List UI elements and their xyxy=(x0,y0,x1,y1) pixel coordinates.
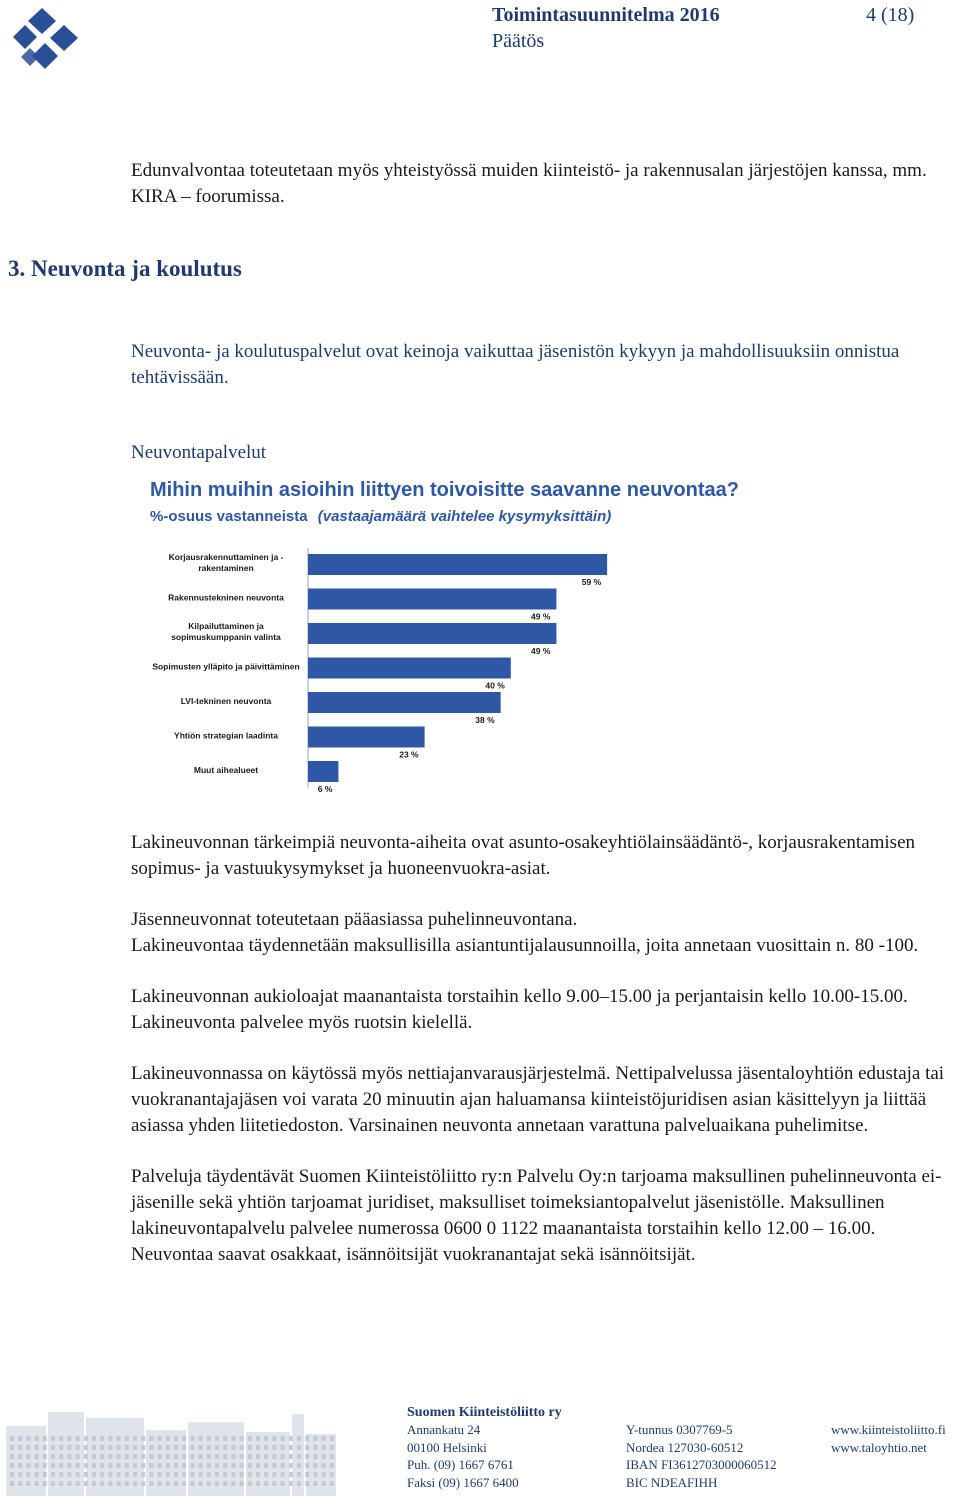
building-window xyxy=(174,1472,178,1477)
building-window xyxy=(240,1454,244,1459)
building-window xyxy=(231,1445,235,1450)
building-window xyxy=(149,1472,153,1477)
building-window xyxy=(305,1481,309,1486)
building-window xyxy=(330,1454,334,1459)
chart-category-label: Sopimusten ylläpito ja päivittäminen xyxy=(152,661,300,672)
chart-value-label: 49 % xyxy=(531,611,551,622)
building-window xyxy=(190,1454,194,1459)
building-window xyxy=(215,1445,219,1450)
building-window xyxy=(289,1472,293,1477)
building-window xyxy=(141,1481,145,1486)
building-window xyxy=(141,1436,145,1441)
building-window xyxy=(281,1454,285,1459)
building-window xyxy=(18,1472,22,1477)
paragraph-topics: Lakineuvonnan tärkeimpiä neuvonta-aiheita ovat asunto-osakeyhtiölainsäädäntö-, korjausrakentamisen sopimus- ja vastuukysymykset ja huoneenvuokra-asiat. xyxy=(131,832,916,879)
building-window xyxy=(215,1454,219,1459)
building-window xyxy=(141,1454,145,1459)
building-window xyxy=(166,1436,170,1441)
building-window xyxy=(281,1472,285,1477)
building-window xyxy=(223,1463,227,1468)
building-window xyxy=(289,1436,293,1441)
building-window xyxy=(92,1454,96,1459)
chart-category-label: Korjausrakennuttaminen ja -rakentaminen xyxy=(168,552,284,573)
building-window xyxy=(199,1445,203,1450)
company-logo xyxy=(8,6,86,78)
building-window xyxy=(10,1463,14,1468)
building-window xyxy=(289,1481,293,1486)
building-window xyxy=(190,1436,194,1441)
footer-fax: Faksi (09) 1667 6400 xyxy=(407,1474,519,1490)
building-window xyxy=(182,1436,186,1441)
chart-bar xyxy=(308,554,607,575)
building-window xyxy=(313,1436,317,1441)
building-window xyxy=(182,1463,186,1468)
building-window xyxy=(264,1481,268,1486)
building-window xyxy=(322,1436,326,1441)
building-window xyxy=(166,1463,170,1468)
document-status: Päätös xyxy=(492,30,545,52)
building-window xyxy=(231,1436,235,1441)
chart-category-label: Muut aihealueet xyxy=(193,765,259,775)
building-window xyxy=(117,1463,121,1468)
building-window xyxy=(26,1454,30,1459)
building-window xyxy=(305,1454,309,1459)
subheading-neuvontapalvelut: Neuvontapalvelut xyxy=(131,442,267,463)
building-window xyxy=(281,1445,285,1450)
footer-postal: 00100 Helsinki xyxy=(407,1439,487,1455)
building-window xyxy=(199,1463,203,1468)
building-window xyxy=(223,1436,227,1441)
building-window xyxy=(322,1454,326,1459)
building-window xyxy=(149,1454,153,1459)
building-window xyxy=(240,1436,244,1441)
building-window xyxy=(174,1454,178,1459)
building-window xyxy=(297,1436,301,1441)
building-window xyxy=(100,1445,104,1450)
building-window xyxy=(35,1445,39,1450)
building-window xyxy=(67,1463,71,1468)
building-window xyxy=(248,1436,252,1441)
building-window xyxy=(43,1436,47,1441)
building-window xyxy=(117,1481,121,1486)
building-window xyxy=(67,1454,71,1459)
building-window xyxy=(231,1454,235,1459)
chart-category-label: Kilpailuttaminen ja sopimuskumppanin valinta xyxy=(171,621,281,642)
top-paragraph: Edunvalvontaa toteutetaan myös yhteistyössä muiden kiinteistö- ja rakennusalan järjestöjen kanssa, mm. KIRA – foorumissa. xyxy=(131,160,927,207)
building-window xyxy=(10,1445,14,1450)
body-paragraphs xyxy=(131,830,946,1268)
building-window xyxy=(51,1454,55,1459)
building-window xyxy=(43,1454,47,1459)
building-window xyxy=(297,1445,301,1450)
building-window xyxy=(92,1436,96,1441)
building-window xyxy=(248,1454,252,1459)
building-window xyxy=(330,1463,334,1468)
building-window xyxy=(108,1472,112,1477)
chart-value-label: 23 % xyxy=(399,749,419,760)
building-window xyxy=(133,1481,137,1486)
building-window xyxy=(59,1472,63,1477)
building-window xyxy=(297,1472,301,1477)
building-window xyxy=(264,1436,268,1441)
footer-street: Annankatu 24 xyxy=(407,1422,481,1437)
building-window xyxy=(117,1454,121,1459)
chart-plot-area xyxy=(152,548,607,794)
building-window xyxy=(272,1445,276,1450)
building-window xyxy=(272,1481,276,1486)
section-heading: 3. Neuvonta ja koulutus xyxy=(8,256,242,281)
chart-value-label: 49 % xyxy=(531,646,551,656)
footer-bic: BIC NDEAFIHH xyxy=(626,1474,718,1490)
paragraph-phone-advice: Jäsenneuvonnat toteutetaan pääasiassa puhelinneuvontana. xyxy=(131,909,578,930)
building-window xyxy=(215,1472,219,1477)
building-window xyxy=(240,1481,244,1486)
building-window xyxy=(256,1436,260,1441)
building-window xyxy=(92,1472,96,1477)
building-window xyxy=(18,1481,22,1486)
advice-topics-bar-chart xyxy=(140,474,780,796)
paragraph-statements: Lakineuvontaa täydennetään maksullisilla asiantuntijalausunnoilla, joita annetaan vuosittain n. 80 -100. xyxy=(131,935,919,956)
building-window xyxy=(125,1454,129,1459)
building-window xyxy=(158,1472,162,1477)
building-window xyxy=(149,1481,153,1486)
building-window xyxy=(84,1436,88,1441)
building-window xyxy=(289,1463,293,1468)
building-window xyxy=(59,1454,63,1459)
section-intro: Neuvonta- ja koulutuspalvelut ovat keinoja vaikuttaa jäsenistön kykyyn ja mahdollisuuksiin onnistua tehtävissään. xyxy=(131,341,900,388)
building-window xyxy=(248,1481,252,1486)
building-window xyxy=(240,1472,244,1477)
building-window xyxy=(117,1436,121,1441)
chart-subtitle-note: (vastaajamäärä vaihtelee kysymyksittäin) xyxy=(317,508,612,525)
building-window xyxy=(330,1436,334,1441)
building-window xyxy=(59,1445,63,1450)
building-window xyxy=(59,1463,63,1468)
building-window xyxy=(10,1454,14,1459)
chart-category-label: Yhtiön strategian laadinta xyxy=(174,730,278,741)
building-window xyxy=(182,1454,186,1459)
footer-iban: IBAN FI3612703000060512 xyxy=(626,1457,777,1472)
building-window xyxy=(100,1472,104,1477)
building-window xyxy=(18,1436,22,1441)
building-window xyxy=(43,1472,47,1477)
building-window xyxy=(10,1481,14,1486)
building-window xyxy=(149,1463,153,1468)
building-window xyxy=(125,1445,129,1450)
building-window xyxy=(133,1436,137,1441)
building-window xyxy=(125,1472,129,1477)
building-window xyxy=(264,1463,268,1468)
building-window xyxy=(84,1472,88,1477)
building-window xyxy=(322,1481,326,1486)
chart-value-label: 38 % xyxy=(475,715,495,725)
building-window xyxy=(51,1436,55,1441)
building-window xyxy=(231,1472,235,1477)
building-window xyxy=(51,1463,55,1468)
footer-building-image xyxy=(6,1404,336,1496)
building-window xyxy=(313,1481,317,1486)
footer-organization: Suomen Kiinteistöliitto ry xyxy=(407,1405,562,1420)
building-window xyxy=(59,1481,63,1486)
building-window xyxy=(59,1436,63,1441)
building-window xyxy=(215,1481,219,1486)
building-window xyxy=(10,1436,14,1441)
building-window xyxy=(289,1445,293,1450)
building-window xyxy=(199,1472,203,1477)
building-window xyxy=(76,1472,80,1477)
building-window xyxy=(207,1454,211,1459)
building-window xyxy=(330,1445,334,1450)
building-window xyxy=(100,1463,104,1468)
building-window xyxy=(182,1481,186,1486)
building-window xyxy=(125,1463,129,1468)
building-window xyxy=(240,1463,244,1468)
building-window xyxy=(51,1472,55,1477)
building-window xyxy=(166,1481,170,1486)
footer-bank-account: Nordea 127030-60512 xyxy=(626,1439,744,1455)
chart-category-label: LVI-tekninen neuvonta xyxy=(180,696,272,706)
building-window xyxy=(305,1445,309,1450)
footer-website-link[interactable]: www.kiinteistoliitto.fi xyxy=(831,1422,946,1437)
building-window xyxy=(67,1445,71,1450)
building-window xyxy=(330,1481,334,1486)
building-window xyxy=(264,1472,268,1477)
building-window xyxy=(108,1481,112,1486)
chart-bar xyxy=(308,658,511,679)
building-window xyxy=(92,1445,96,1450)
building-window xyxy=(100,1436,104,1441)
building-window xyxy=(256,1472,260,1477)
footer-bank-details xyxy=(626,1421,777,1491)
building-window xyxy=(35,1454,39,1459)
building-window xyxy=(108,1463,112,1468)
page-number: 4 (18) xyxy=(866,4,915,26)
building-window xyxy=(76,1463,80,1468)
building-window xyxy=(256,1445,260,1450)
building-window xyxy=(313,1445,317,1450)
chart-subtitle-main: %-osuus vastanneista xyxy=(150,508,308,525)
building-window xyxy=(207,1472,211,1477)
building-window xyxy=(76,1436,80,1441)
building-window xyxy=(108,1454,112,1459)
building-window xyxy=(199,1481,203,1486)
building-window xyxy=(223,1481,227,1486)
building-window xyxy=(35,1481,39,1486)
paragraph-hours: Lakineuvonnan aukioloajat maanantaista torstaihin kello 9.00–15.00 ja perjantaisin kello 10.00-15.00. Lakineuvonta palvelee myös ruotsin kielellä. xyxy=(131,986,908,1033)
building-window xyxy=(248,1472,252,1477)
building-window xyxy=(125,1436,129,1441)
building-window xyxy=(117,1445,121,1450)
building-window xyxy=(158,1454,162,1459)
chart-value-label: 6 % xyxy=(317,784,333,794)
building-window xyxy=(272,1472,276,1477)
chart-bar xyxy=(308,761,338,782)
building-window xyxy=(26,1481,30,1486)
building-window xyxy=(133,1472,137,1477)
building-window xyxy=(264,1454,268,1459)
building-window xyxy=(108,1436,112,1441)
building-window xyxy=(84,1463,88,1468)
building-window xyxy=(35,1472,39,1477)
building-window xyxy=(76,1481,80,1486)
building-window xyxy=(51,1445,55,1450)
building-window xyxy=(18,1454,22,1459)
paragraph-paid-services: Palveluja täydentävät Suomen Kiinteistöliitto ry:n Palvelu Oy:n tarjoama maksullinen puhelinneuvonta ei-jäsenille sekä yhtiön tarjoamat juridiset, maksulliset toimeksiantopalvelut jäsenistölle. Maksullinen lakineuvontapalvelu palvelee numerossa 0600 0 1122 maanantaista torstaihin kello 12.00 – 16.00. Neuvontaa saavat osakkaat, isännöitsijät vuokranantajat sekä isännöitsijät. xyxy=(131,1166,942,1265)
building-window xyxy=(18,1445,22,1450)
chart-value-label: 40 % xyxy=(485,680,505,691)
building-window xyxy=(207,1481,211,1486)
building-window xyxy=(289,1454,293,1459)
building-window xyxy=(100,1481,104,1486)
building-window xyxy=(207,1436,211,1441)
building-window xyxy=(297,1463,301,1468)
building-window xyxy=(10,1472,14,1477)
building-window xyxy=(256,1463,260,1468)
building-window xyxy=(305,1472,309,1477)
building-window xyxy=(133,1454,137,1459)
building-window xyxy=(76,1454,80,1459)
building-window xyxy=(248,1445,252,1450)
building-window xyxy=(43,1463,47,1468)
footer-websites xyxy=(831,1421,946,1456)
chart-category-label: Rakennustekninen neuvonta xyxy=(168,592,284,603)
building-window xyxy=(26,1436,30,1441)
document-title: Toimintasuunnitelma 2016 xyxy=(492,4,720,26)
chart-bar xyxy=(308,727,425,748)
building-window xyxy=(281,1436,285,1441)
building-window xyxy=(108,1445,112,1450)
building-window xyxy=(133,1445,137,1450)
building-window xyxy=(305,1436,309,1441)
building-window xyxy=(133,1463,137,1468)
building-window xyxy=(223,1445,227,1450)
building-window xyxy=(26,1472,30,1477)
building-window xyxy=(231,1481,235,1486)
building-window xyxy=(43,1445,47,1450)
building-window xyxy=(264,1445,268,1450)
footer-website-link[interactable]: www.taloyhtio.net xyxy=(831,1439,927,1455)
building-window xyxy=(272,1436,276,1441)
building-window xyxy=(174,1445,178,1450)
building-window xyxy=(231,1463,235,1468)
building-window xyxy=(272,1463,276,1468)
footer-phone: Puh. (09) 1667 6761 xyxy=(407,1457,514,1472)
building-window xyxy=(166,1445,170,1450)
chart-subtitle xyxy=(150,508,611,525)
building-window xyxy=(92,1481,96,1486)
building-window xyxy=(149,1436,153,1441)
building-window xyxy=(166,1472,170,1477)
building-window xyxy=(322,1445,326,1450)
building-window xyxy=(199,1436,203,1441)
chart-bar xyxy=(308,589,556,610)
building-window xyxy=(141,1463,145,1468)
building-window xyxy=(297,1481,301,1486)
building-window xyxy=(18,1463,22,1468)
building-window xyxy=(67,1481,71,1486)
building-window xyxy=(207,1445,211,1450)
building-window xyxy=(248,1463,252,1468)
building-window xyxy=(141,1472,145,1477)
building-window xyxy=(215,1436,219,1441)
building-window xyxy=(190,1481,194,1486)
building-window xyxy=(158,1436,162,1441)
building-window xyxy=(149,1445,153,1450)
building-window xyxy=(190,1472,194,1477)
building-window xyxy=(84,1454,88,1459)
building-window xyxy=(35,1463,39,1468)
building-window xyxy=(166,1454,170,1459)
building-window xyxy=(67,1472,71,1477)
paragraph-online-booking: Lakineuvonnassa on käytössä myös nettiajanvarausjärjestelmä. Nettipalvelussa jäsentaloyhtiön edustaja tai vuokranantajajäsen voi varata 20 minuutin ajan haluamansa kiinteistöjuridisen asian käsittelyyn ja liittää asiassa yhden liitetiedoston. Varsinainen neuvonta annetaan varattuna palveluaikana puhelimitse. xyxy=(131,1063,945,1136)
building-window xyxy=(174,1436,178,1441)
building-window xyxy=(158,1481,162,1486)
building-window xyxy=(84,1481,88,1486)
building-window xyxy=(100,1454,104,1459)
building-window xyxy=(92,1463,96,1468)
building-window xyxy=(141,1445,145,1450)
building-window xyxy=(215,1463,219,1468)
building-window xyxy=(223,1454,227,1459)
building-window xyxy=(281,1481,285,1486)
chart-bar xyxy=(308,623,556,644)
building-window xyxy=(76,1445,80,1450)
building-window xyxy=(43,1481,47,1486)
building-window xyxy=(313,1463,317,1468)
chart-bar xyxy=(308,692,501,713)
building-window xyxy=(272,1454,276,1459)
chart-value-label: 59 % xyxy=(581,577,602,587)
building-window xyxy=(182,1472,186,1477)
building-window xyxy=(240,1445,244,1450)
building-window xyxy=(322,1463,326,1468)
building-window xyxy=(297,1454,301,1459)
building-window xyxy=(305,1463,309,1468)
footer-address xyxy=(407,1421,519,1491)
building-window xyxy=(158,1445,162,1450)
building-window xyxy=(35,1436,39,1441)
building-window xyxy=(330,1472,334,1477)
building-window xyxy=(281,1463,285,1468)
footer-business-id: Y-tunnus 0307769-5 xyxy=(626,1422,733,1437)
building-window xyxy=(313,1472,317,1477)
building-window xyxy=(256,1481,260,1486)
building-window xyxy=(158,1463,162,1468)
building-window xyxy=(174,1463,178,1468)
building-window xyxy=(174,1481,178,1486)
building-window xyxy=(67,1436,71,1441)
building-window xyxy=(84,1445,88,1450)
building-window xyxy=(51,1481,55,1486)
building-window xyxy=(117,1472,121,1477)
building-window xyxy=(322,1472,326,1477)
building-window xyxy=(256,1454,260,1459)
building-window xyxy=(199,1454,203,1459)
building-window xyxy=(313,1454,317,1459)
building-window xyxy=(26,1463,30,1468)
building-window xyxy=(207,1463,211,1468)
building-window xyxy=(125,1481,129,1486)
chart-title: Mihin muihin asioihin liittyen toivoisitte saavanne neuvontaa? xyxy=(150,479,739,501)
building-window xyxy=(223,1472,227,1477)
building-window xyxy=(26,1445,30,1450)
building-window xyxy=(190,1463,194,1468)
building-window xyxy=(190,1445,194,1450)
building-window xyxy=(182,1445,186,1450)
